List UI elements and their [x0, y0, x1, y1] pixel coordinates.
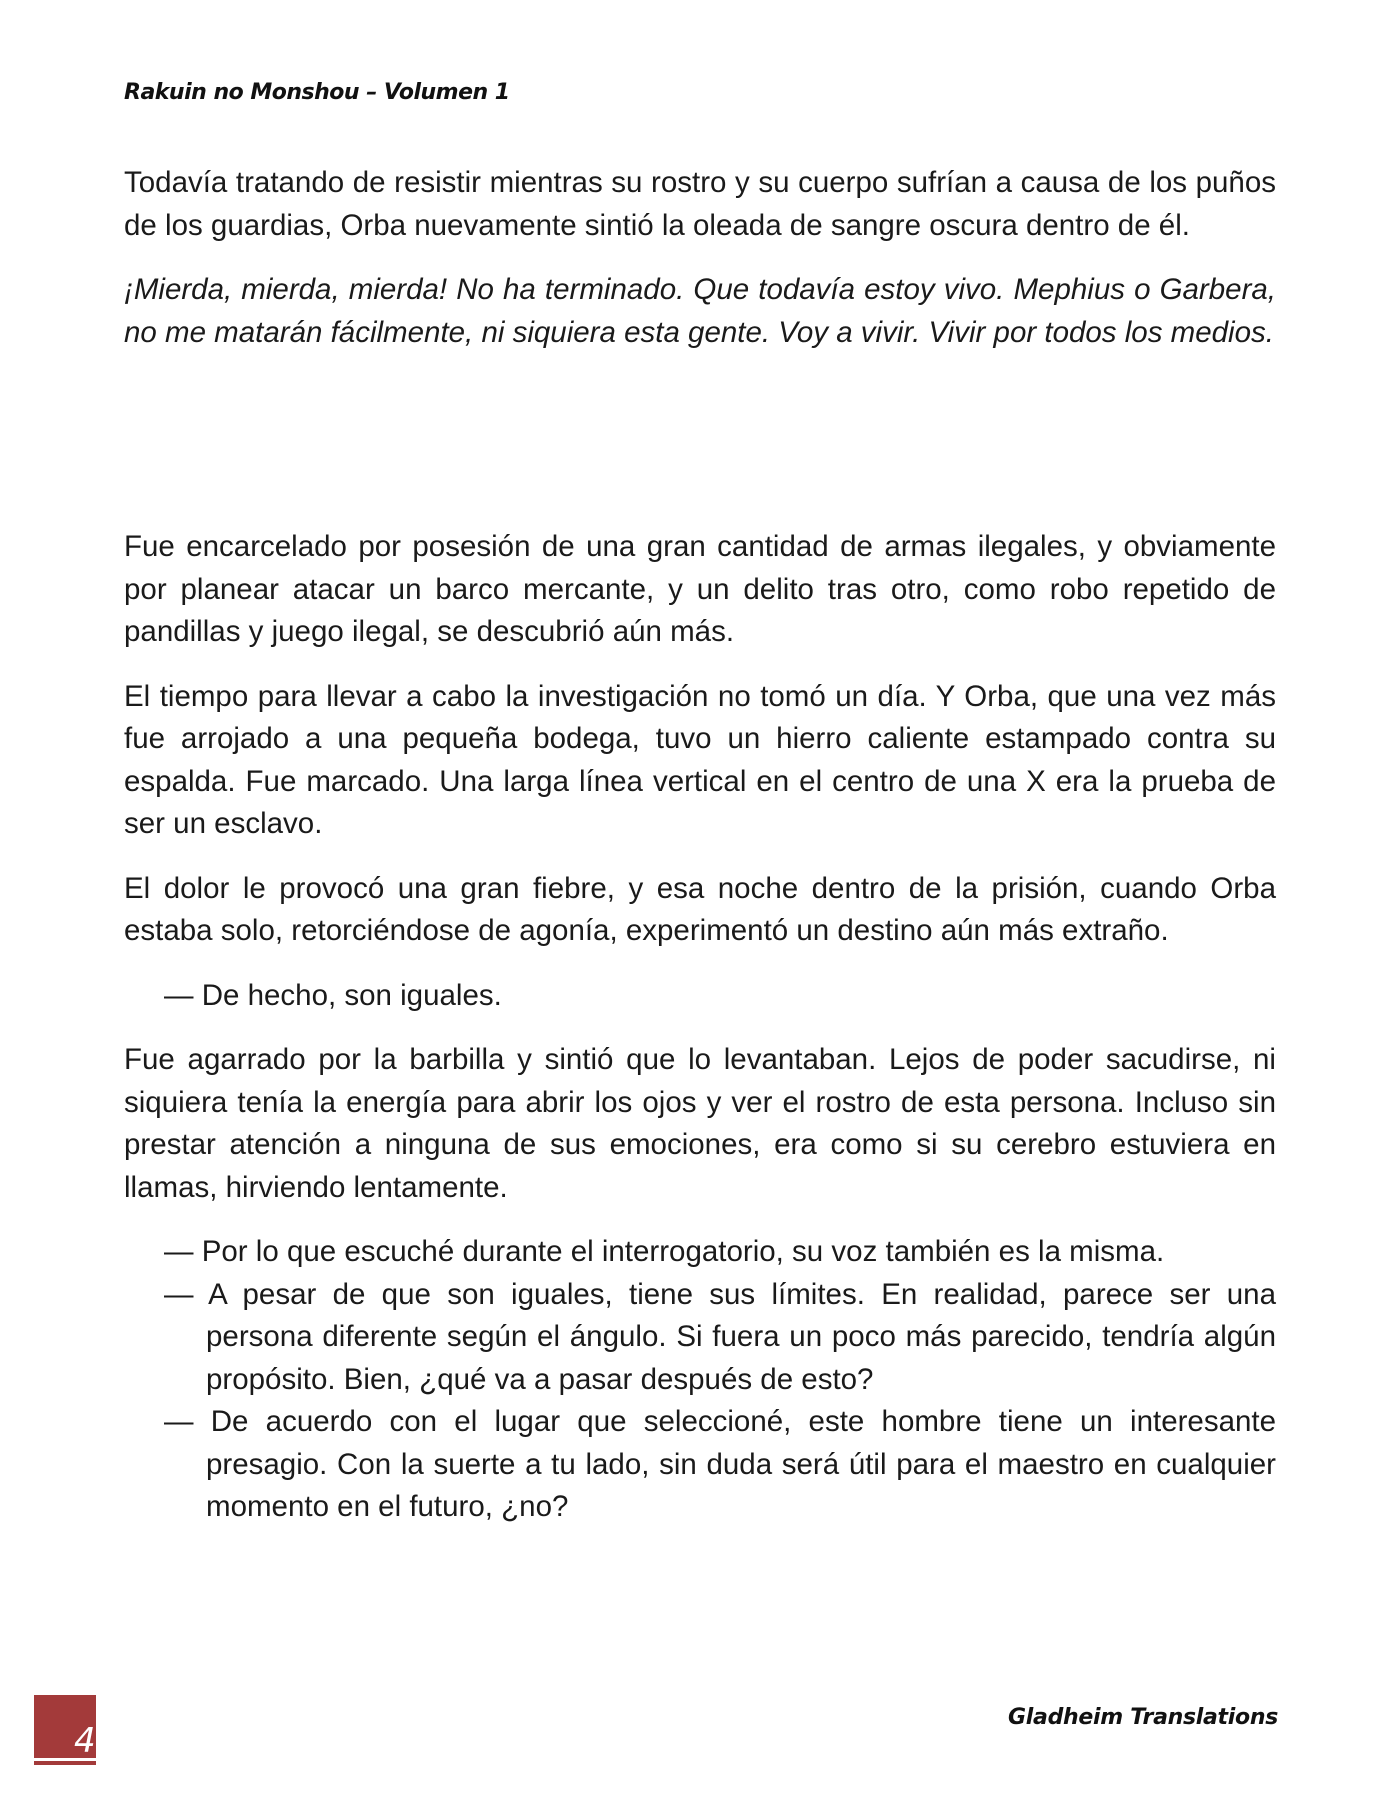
dialogue-line: — De acuerdo con el lugar que seleccioné, este hombre tiene un interesante presagio. Con la suerte a tu lado, sin duda será útil para el maestro en cualquier momento en el futuro, ¿no? [164, 1405, 1276, 1523]
running-header: Rakuin no Monshou – Volumen 1 [124, 80, 510, 105]
dialogue-line: — Por lo que escuché durante el interrogatorio, su voz también es la misma. [164, 1235, 1165, 1268]
dialogue-line: — De hecho, son iguales. [164, 978, 502, 1012]
translator-credit: Gladheim Translations [1008, 1705, 1278, 1730]
inner-thought-paragraph: ¡Mierda, mierda, mierda! No ha terminado. Que todavía estoy vivo. Mephius o Garbera, no me matarán fácilmente, ni siquiera esta gente. Voy a vivir. Vivir por todos los medios. [124, 273, 1276, 349]
paragraph: Fue encarcelado por posesión de una gran cantidad de armas ilegales, y obviamente por planear atacar un barco mercante, y un delito tras otro, como robo repetido de pandillas y juego ilegal, se descubrió aún más. [124, 530, 1276, 648]
paragraph: El tiempo para llevar a cabo la investigación no tomó un día. Y Orba, que una vez más fue arrojado a una pequeña bodega, tuvo un hierro caliente estampado contra su espalda. Fue marcado. Una larga línea vertical en el centro de una X era la prueba de ser un esclavo. [124, 679, 1276, 840]
section-break [124, 376, 1276, 526]
paragraph: Todavía tratando de resistir mientras su rostro y su cuerpo sufrían a causa de los puños de los guardias, Orba nuevamente sintió la oleada de sangre oscura dentro de él. [124, 166, 1276, 242]
page-body [124, 162, 1276, 1529]
paragraph: Fue agarrado por la barbilla y sintió que lo levantaban. Lejos de poder sacudirse, ni siquiera tenía la energía para abrir los ojos y ver el rostro de esta persona. Incluso sin prestar atención a ninguna de sus emociones, era como si su cerebro estuviera en llamas, hirviendo lentamente. [124, 1043, 1276, 1204]
dialogue-line: — A pesar de que son iguales, tiene sus límites. En realidad, parece ser una persona diferente según el ángulo. Si fuera un poco más parecido, tendría algún propósito. Bien, ¿qué va a pasar después de esto? [164, 1277, 1276, 1396]
page-number: 4 [74, 1721, 96, 1761]
paragraph: El dolor le provocó una gran fiebre, y esa noche dentro de la prisión, cuando Orba estaba solo, retorciéndose de agonía, experimentó un destino aún más extraño. [124, 871, 1276, 947]
